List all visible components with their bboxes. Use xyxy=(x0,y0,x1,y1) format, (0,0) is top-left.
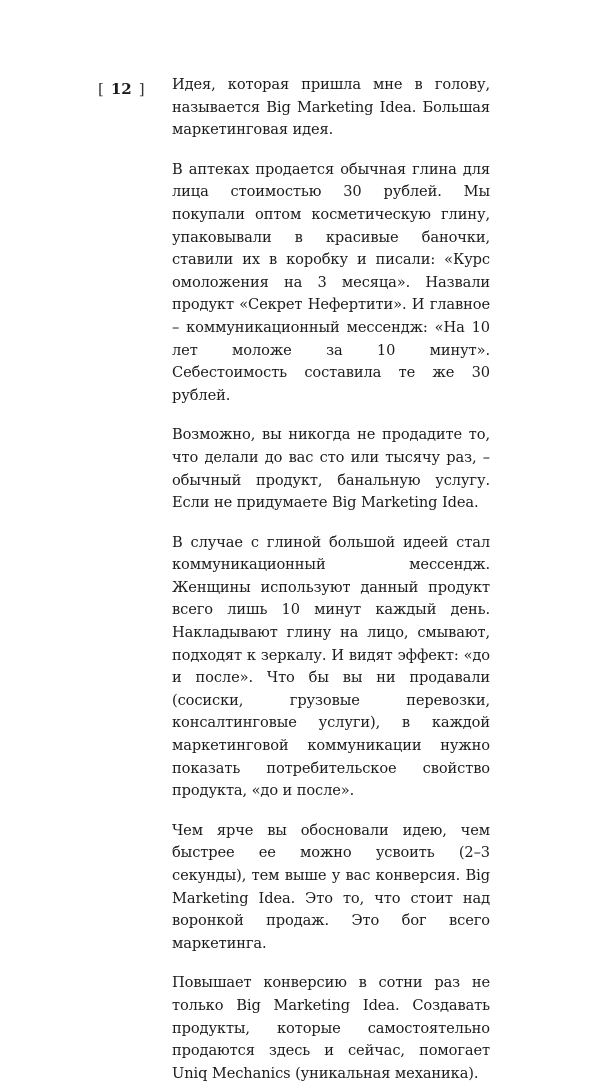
paragraph-1: Идея, которая пришла мне в голову, называется Big Marketing Idea. Большая маркетинговая идея. xyxy=(172,76,490,139)
paragraph-6: Повышает конверсию в сотни раз не только Big Marketing Idea. Создавать продукты, которые самостоятельно продаются здесь и сейчас, помогает Uniq Mechanics (уникальная механика). xyxy=(172,974,490,1082)
page-number-bracket-open: [ xyxy=(98,80,104,98)
paragraph-5: Чем ярче вы обосновали идею, чем быстрее ее можно усвоить (2–3 секунды), тем выше у вас конверсия. Big Marketing Idea. Это то, что стоит над воронкой продаж. Это бог всего маркетинга. xyxy=(172,821,490,952)
paragraph-4: В случае с глиной большой идеей стал коммуникационный мессендж. Женщины используют данный продукт всего лишь 10 минут каждый день. Накладывают глину на лицо, смывают, подходят к зеркалу. И видят эффект: «до и после». Что бы вы ни продавали (сосиски, грузовые перевозки, консалтинговые услуги), в каждой маркетинговой коммуникации нужно показать потребительское свойство продукта, «до и после». xyxy=(172,533,490,800)
page-number-marker xyxy=(98,77,145,101)
paragraph-2: В аптеках продается обычная глина для лица стоимостью 30 рублей. Мы покупали оптом косметическую глину, упаковывали в красивые баночки, ставили их в коробку и писали: «Курс омоложения на 3 месяца». Назвали продукт «Секрет Нефертити». И главное – коммуникационный мессендж: «На 10 лет моложе за 10 минут». Себестоимость составила те же 30 рублей. xyxy=(172,160,490,404)
page-number: 12 xyxy=(110,80,132,98)
page-number-bracket-close: ] xyxy=(138,80,145,98)
paragraph-3: Возможно, вы никогда не продадите то, что делали до вас сто или тысячу раз, – обычный продукт, банальную услугу. Если не придумаете Big Marketing Idea. xyxy=(172,426,490,512)
body-text xyxy=(172,74,490,1085)
